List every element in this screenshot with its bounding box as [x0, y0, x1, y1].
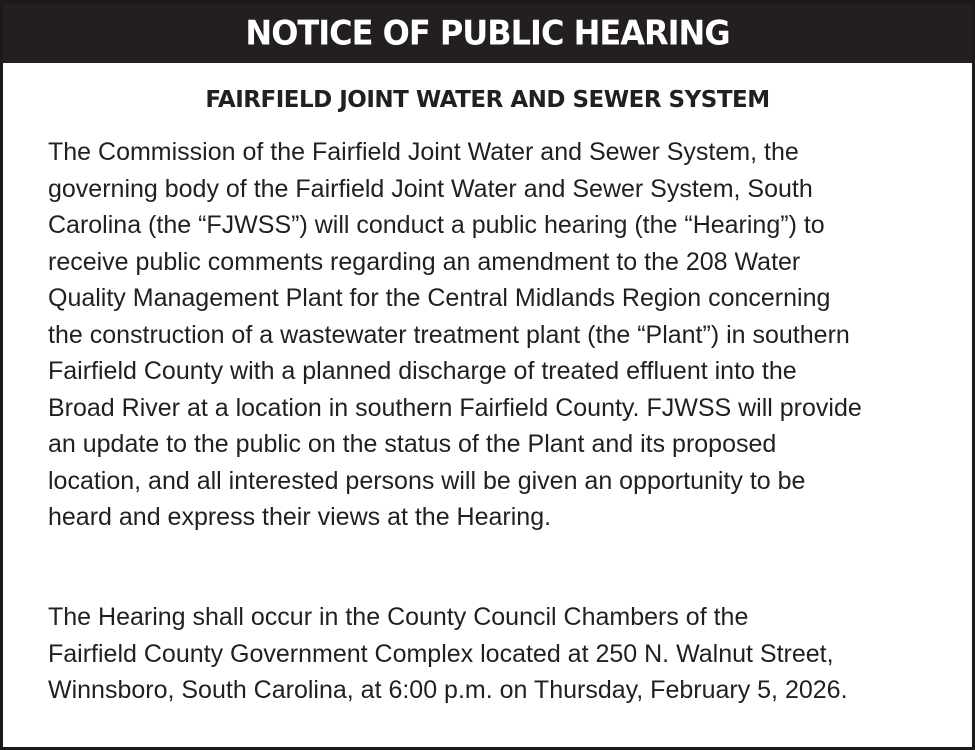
paragraph-line: The Hearing shall occur in the County Council Chambers of the	[48, 603, 749, 631]
organization-heading: FAIRFIELD JOINT WATER AND SEWER SYSTEM	[205, 87, 770, 113]
paragraph-line: Fairfield County with a planned discharge of treated effluent into the	[48, 357, 797, 385]
hearing-location-paragraph	[48, 599, 928, 709]
notice-title: NOTICE OF PUBLIC HEARING	[245, 13, 730, 53]
paragraph-line: receive public comments regarding an amendment to the 208 Water	[48, 247, 801, 276]
paragraph-line: The Commission of the Fairfield Joint Water and Sewer System, the	[48, 138, 799, 166]
hearing-description-paragraph	[48, 134, 928, 536]
paragraph-line: Winnsboro, South Carolina, at 6:00 p.m. on Thursday, February 5, 2026.	[48, 676, 848, 704]
paragraph-line: heard and express their views at the Hearing.	[48, 503, 552, 531]
paragraph-line: governing body of the Fairfield Joint Water and Sewer System, South	[48, 174, 813, 203]
paragraph-line: location, and all interested persons will be given an opportunity to be	[48, 466, 806, 495]
paragraph-line: Broad River at a location in southern Fairfield County. FJWSS will provide	[48, 393, 862, 422]
paragraph-line: Quality Management Plant for the Central Midlands Region concerning	[48, 284, 831, 312]
paragraph-line: Fairfield County Government Complex located at 250 N. Walnut Street,	[48, 639, 834, 668]
paragraph-line: Carolina (the “FJWSS”) will conduct a public hearing (the “Hearing”) to	[48, 211, 825, 239]
title-banner	[3, 3, 972, 63]
paragraph-line: the construction of a wastewater treatment plant (the “Plant”) in southern	[48, 320, 850, 349]
paragraph-line: an update to the public on the status of the Plant and its proposed	[48, 430, 777, 458]
